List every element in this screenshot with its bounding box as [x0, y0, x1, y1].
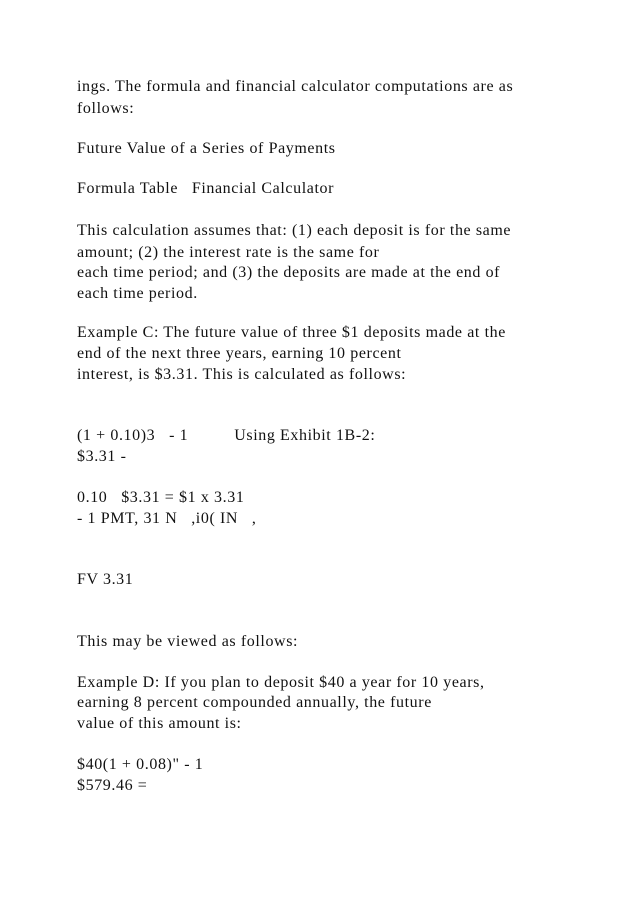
- formula-line: $3.31 -: [77, 448, 127, 465]
- text-line: each time period; and (3) the deposits are made at the end of: [77, 264, 501, 281]
- example-c-line: Example C: The future value of three $1 deposits made at the: [77, 324, 506, 341]
- table-heading: Formula Table Financial Calculator: [77, 180, 335, 197]
- formula-line: $579.46 =: [77, 777, 148, 794]
- text-line: each time period.: [77, 285, 198, 302]
- formula-line: (1 + 0.10)3 - 1 Using Exhibit 1B-2:: [77, 427, 376, 444]
- text-line: amount; (2) the interest rate is the same for: [77, 244, 380, 261]
- calculator-keys-line: - 1 PMT, 31 N ,i0( IN ,: [77, 510, 257, 527]
- example-d-line: earning 8 percent compounded annually, the future: [77, 694, 432, 711]
- formula-line: 0.10 $3.31 = $1 x 3.31: [77, 489, 245, 506]
- section-heading: Future Value of a Series of Payments: [77, 140, 336, 157]
- formula-line: $40(1 + 0.08)" - 1: [77, 756, 204, 773]
- text-line: ings. The formula and financial calculator computations are as: [77, 78, 514, 95]
- text-line: follows:: [77, 100, 135, 117]
- text-line: This calculation assumes that: (1) each deposit is for the same: [77, 222, 512, 239]
- example-c-line: interest, is $3.31. This is calculated as follows:: [77, 366, 407, 383]
- text-line: This may be viewed as follows:: [77, 633, 299, 650]
- example-c-line: end of the next three years, earning 10 percent: [77, 345, 402, 362]
- example-d-line: Example D: If you plan to deposit $40 a year for 10 years,: [77, 674, 485, 691]
- example-d-line: value of this amount is:: [77, 715, 242, 732]
- calculator-result-line: FV 3.31: [77, 571, 134, 588]
